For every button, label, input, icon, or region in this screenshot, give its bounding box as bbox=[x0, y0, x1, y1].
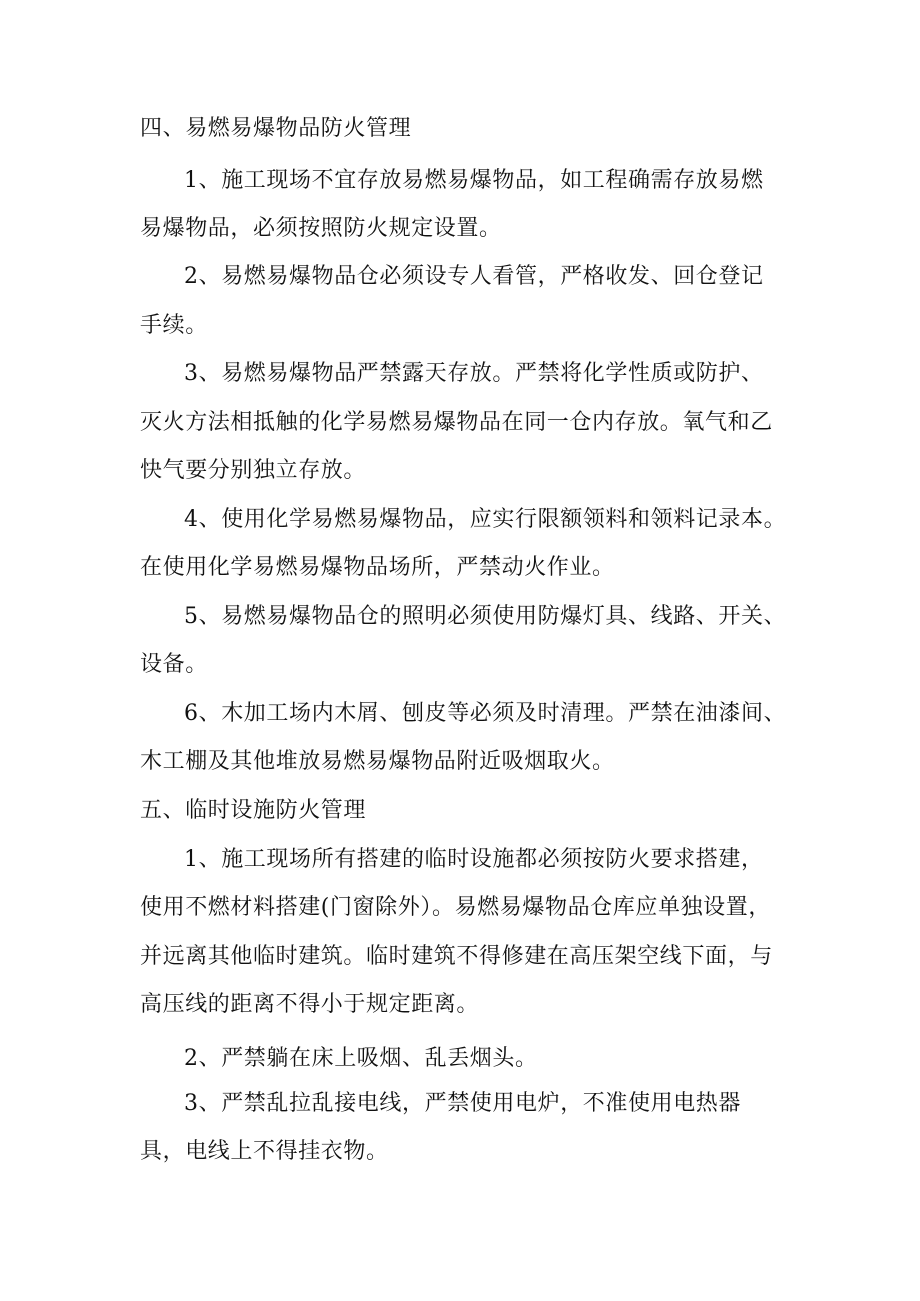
paragraph-line: 2、严禁躺在床上吸烟、乱丢烟头。 bbox=[184, 1046, 538, 1071]
paragraph-line: 3、易燃易爆物品严禁露天存放。严禁将化学性质或防护、 bbox=[184, 361, 764, 386]
paragraph-line: 2、易燃易爆物品仓必须设专人看管，严格收发、回仓登记 bbox=[184, 264, 764, 289]
paragraph-line: 并远离其他临时建筑。临时建筑不得修建在高压架空线下面，与 bbox=[140, 944, 773, 969]
paragraph-line: 3、严禁乱拉乱接电线，严禁使用电炉，不准使用电热器 bbox=[184, 1091, 741, 1116]
section-heading-4: 四、易燃易爆物品防火管理 bbox=[140, 116, 412, 141]
section-heading-5: 五、临时设施防火管理 bbox=[140, 798, 367, 823]
paragraph-line: 6、木加工场内木屑、刨皮等必须及时清理。严禁在油漆间、 bbox=[184, 701, 787, 726]
paragraph-line: 快气要分别独立存放。 bbox=[140, 458, 367, 483]
paragraph-line: 易爆物品，必须按照防火规定设置。 bbox=[140, 216, 502, 241]
paragraph-line: 在使用化学易燃易爆物品场所，严禁动火作业。 bbox=[140, 555, 615, 580]
paragraph-line: 具，电线上不得挂衣物。 bbox=[140, 1139, 389, 1164]
paragraph-line: 手续。 bbox=[140, 313, 208, 338]
paragraph-line: 设备。 bbox=[140, 652, 208, 677]
paragraph-line: 使用不燃材料搭建(门窗除外）。易燃易爆物品仓库应单独设置， bbox=[140, 895, 771, 920]
paragraph-line: 高压线的距离不得小于规定距离。 bbox=[140, 992, 480, 1017]
paragraph-line: 1、施工现场所有搭建的临时设施都必须按防火要求搭建， bbox=[184, 847, 764, 872]
paragraph-line: 灭火方法相抵触的化学易燃易爆物品在同一仓内存放。氧气和乙 bbox=[140, 410, 773, 435]
paragraph-line: 5、易燃易爆物品仓的照明必须使用防爆灯具、线路、开关、 bbox=[184, 604, 787, 629]
paragraph-line: 木工棚及其他堆放易燃易爆物品附近吸烟取火。 bbox=[140, 749, 615, 774]
paragraph-line: 1、施工现场不宜存放易燃易爆物品，如工程确需存放易燃 bbox=[184, 168, 764, 193]
paragraph-line: 4、使用化学易燃易爆物品，应实行限额领料和领料记录本。 bbox=[184, 507, 787, 532]
